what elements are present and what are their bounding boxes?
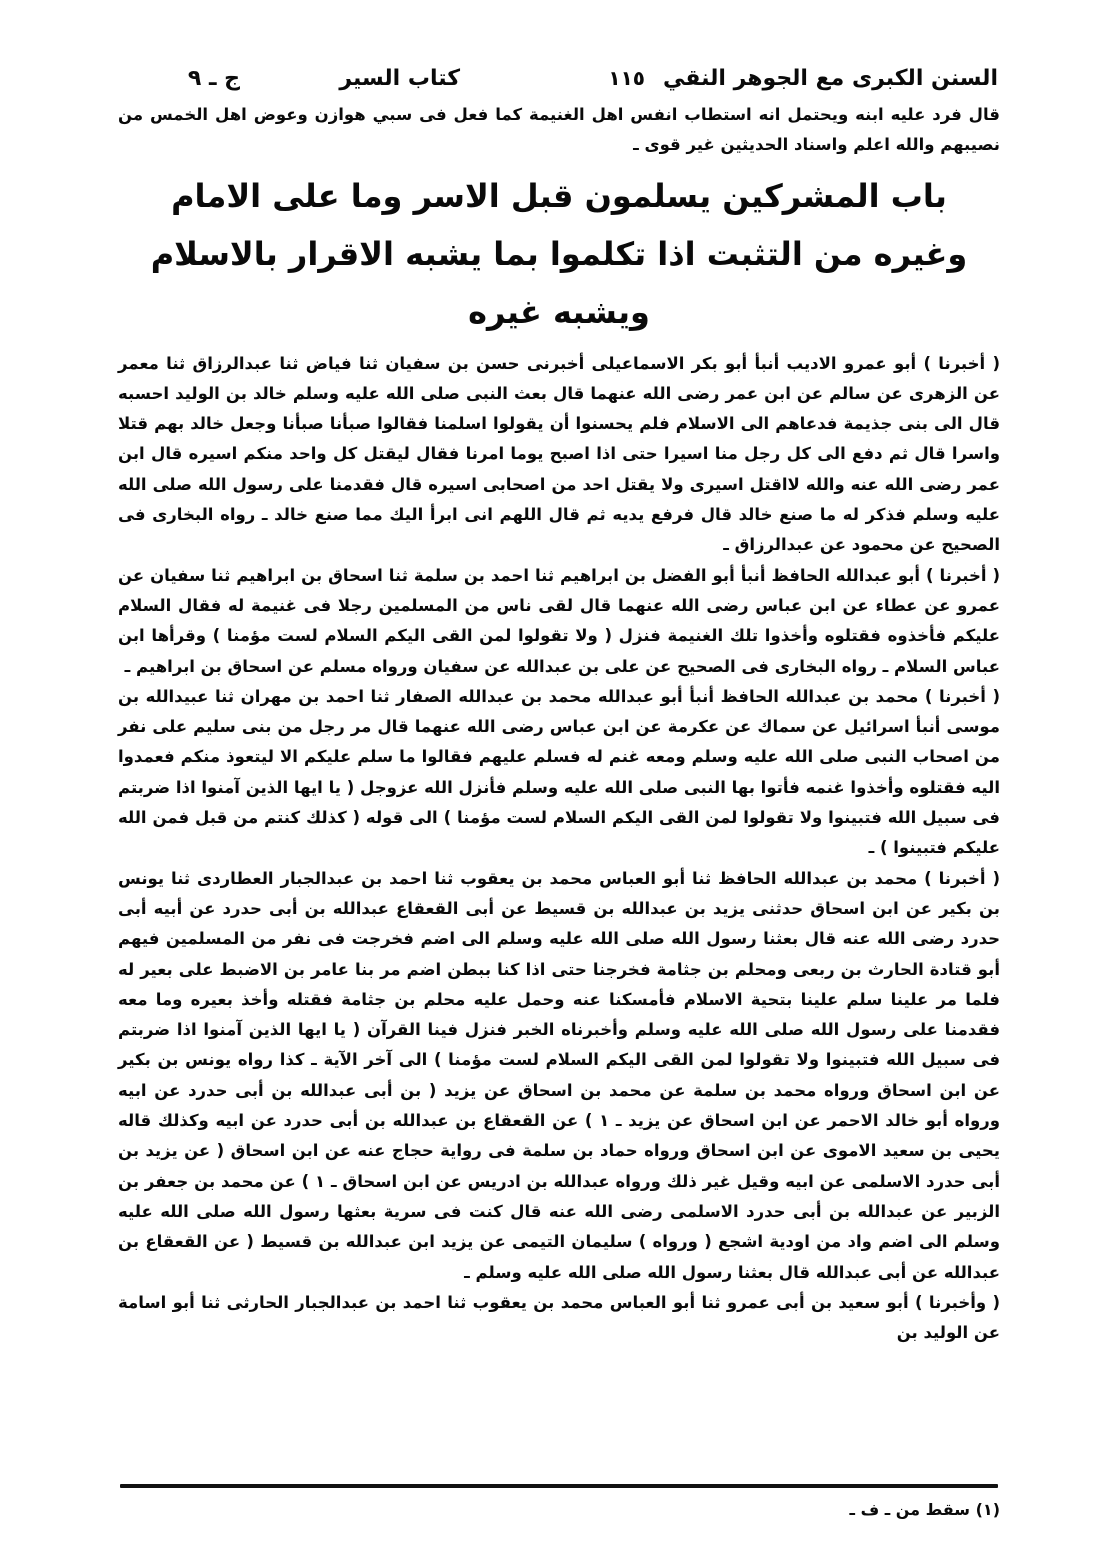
section-title: كتاب السير	[339, 66, 460, 91]
hadith-paragraph: ( أخبرنا ) أبو عبدالله الحافظ أنبأ أبو الفضل بن ابراهيم ثنا احمد بن سلمة ثنا اسحاق بن ابراهيم ثنا سفيان عن عمرو عن عطاء عن ابن عباس رضى الله عنهما قال لقى ناس من المسلمين رجلا فى غنيمة له فقال السلام عليكم فأخذوه فقتلوه وأخذوا تلك الغنيمة فنزل ( ولا تقولوا لمن القى اليكم السلام لست مؤمنا ) وقرأها ابن عباس السلام ـ رواه البخارى فى الصحيح عن على بن عبدالله عن سفيان ورواه مسلم عن اسحاق بن ابراهيم ـ	[118, 565, 1000, 676]
footnote-divider	[120, 1484, 998, 1488]
intro-paragraph: قال فرد عليه ابنه ويحتمل انه استطاب انفس اهل الغنيمة كما فعل فى سبي هوازن وعوض اهل الخمس من نصيبهم والله اعلم واسناد الحديثين غير قوى ـ	[118, 105, 1000, 155]
hadith-paragraph: ( أخبرنا ) محمد بن عبدالله الحافظ أنبأ أبو عبدالله محمد بن عبدالله الصفار ثنا احمد بن مهران ثنا عبيدالله بن موسى أنبأ اسرائيل عن سماك عن عكرمة عن ابن عباس رضى الله عنهما قال مر رجل من بنى سليم على نفر من اصحاب النبى صلى الله عليه وسلم ومعه غنم له فسلم عليهم فقالوا ما سلم عليكم الا ليتعوذ منكم فعمدوا اليه فقتلوه وأخذوا غنمه فأتوا بها النبى صلى الله عليه وسلم فأنزل الله عزوجل ( يا ايها الذين آمنوا اذا ضربتم فى سبيل الله فتبينوا ولا تقولوا لمن القى اليكم السلام لست مؤمنا ) الى قوله ( كذلك كنتم من قبل فمن الله عليكم فتبينوا ) ـ	[118, 686, 1000, 858]
footnote: (١) سقط من ـ ف ـ	[849, 1500, 1000, 1519]
book-title: السنن الكبرى مع الجوهر النقي	[663, 66, 998, 91]
running-header	[118, 64, 1000, 100]
page-number: ١١٥	[608, 66, 645, 90]
hadith-paragraph: ( وأخبرنا ) أبو سعيد بن أبى عمرو ثنا أبو العباس محمد بن يعقوب ثنا احمد بن عبدالجبار الحارثى ثنا أبو اسامة عن الوليد بن	[118, 1292, 1000, 1343]
volume-label: ج ـ ٩	[187, 66, 240, 91]
chapter-title: باب المشركين يسلمون قبل الاسر وما على الامام وغيره من التثبت اذا تكلموا بما يشبه الاقرار بالاسلام ويشبه غيره	[150, 176, 968, 331]
document-page	[118, 64, 1000, 1348]
hadith-paragraph: ( أخبرنا ) أبو عمرو الاديب أنبأ أبو بكر الاسماعيلى أخبرنى حسن بن سفيان ثنا فياض ثنا عبدالرزاق ثنا معمر عن الزهرى عن سالم عن ابن عمر رضى الله عنهما قال بعث النبى صلى الله عليه وسلم خالد بن الوليد احسبه قال الى بنى جذيمة فدعاهم الى الاسلام فلم يحسنوا أن يقولوا اسلمنا فقالوا صبأنا صبأنا وجعل خالد بهم قتلا واسرا قال ثم دفع الى كل رجل منا اسيرا حتى اذا اصبح يوما امرنا فقال ليقتل كل واحد منكم اسيره قال ابن عمر رضى الله عنه والله لااقتل اسيرى ولا يقتل احد من اصحابى اسيره قال فقدمنا على رسول الله صلى الله عليه وسلم فذكر له ما صنع خالد قال فرفع يديه ثم قال اللهم انى ابرأ اليك مما صنع خالد ـ رواه البخارى فى الصحيح عن محمود عن عبدالرزاق ـ	[118, 353, 1000, 555]
hadith-paragraph: ( أخبرنا ) محمد بن عبدالله الحافظ ثنا أبو العباس محمد بن يعقوب ثنا احمد بن عبدالجبار العطاردى ثنا يونس بن بكير عن ابن اسحاق حدثنى يزيد بن عبدالله بن قسيط عن أبى القعقاع عبدالله بن أبى حدرد عن أبيه أبى حدرد رضى الله عنه قال بعثنا رسول الله صلى الله عليه وسلم الى اضم فخرجت فى نفر من المسلمين فيهم أبو قتادة الحارث بن ربعى ومحلم بن جثامة فخرجنا حتى اذا كنا ببطن اضم مر بنا عامر بن الاضبط على بعير له فلما مر علينا سلم علينا بتحية الاسلام فأمسكنا عنه وحمل عليه محلم بن جثامة فقتله وأخذ بعيره وما معه فقدمنا على رسول الله صلى الله عليه وسلم وأخبرناه الخبر فنزل فينا القرآن ( يا ايها الذين آمنوا اذا ضربتم فى سبيل الله فتبينوا ولا تقولوا لمن القى اليكم السلام لست مؤمنا ) الى آخر الآية ـ كذا رواه يونس بن بكير عن ابن اسحاق ورواه محمد بن سلمة عن محمد بن اسحاق عن يزيد ( بن أبى عبدالله بن أبى حدرد عن ابيه ورواه أبو خالد الاحمر عن ابن اسحاق عن يزيد ـ ١ ) عن القعقاع بن عبدالله بن أبى حدرد عن ابيه وكذلك قاله يحيى بن سعيد الاموى عن ابن اسحاق ورواه حماد بن سلمة فى رواية حجاج عنه عن ابن اسحاق ( عن يزيد بن أبى حدرد الاسلمى عن ابيه وقيل غير ذلك ورواه عبدالله بن ادريس عن ابن اسحاق ـ ١ ) عن محمد بن جعفر بن الزبير عن عبدالله بن أبى حدرد الاسلمى رضى الله عنه قال كنت فى سرية بعثها رسول الله صلى الله عليه وسلم الى اضم واد من اودية اشجع ( ورواه ) سليمان التيمى عن يزيد ابن عبدالله بن قسيط ( عن القعقاع بن عبدالله عن أبى عبدالله قال بعثنا رسول الله صلى الله عليه وسلم ـ	[118, 868, 1000, 1282]
